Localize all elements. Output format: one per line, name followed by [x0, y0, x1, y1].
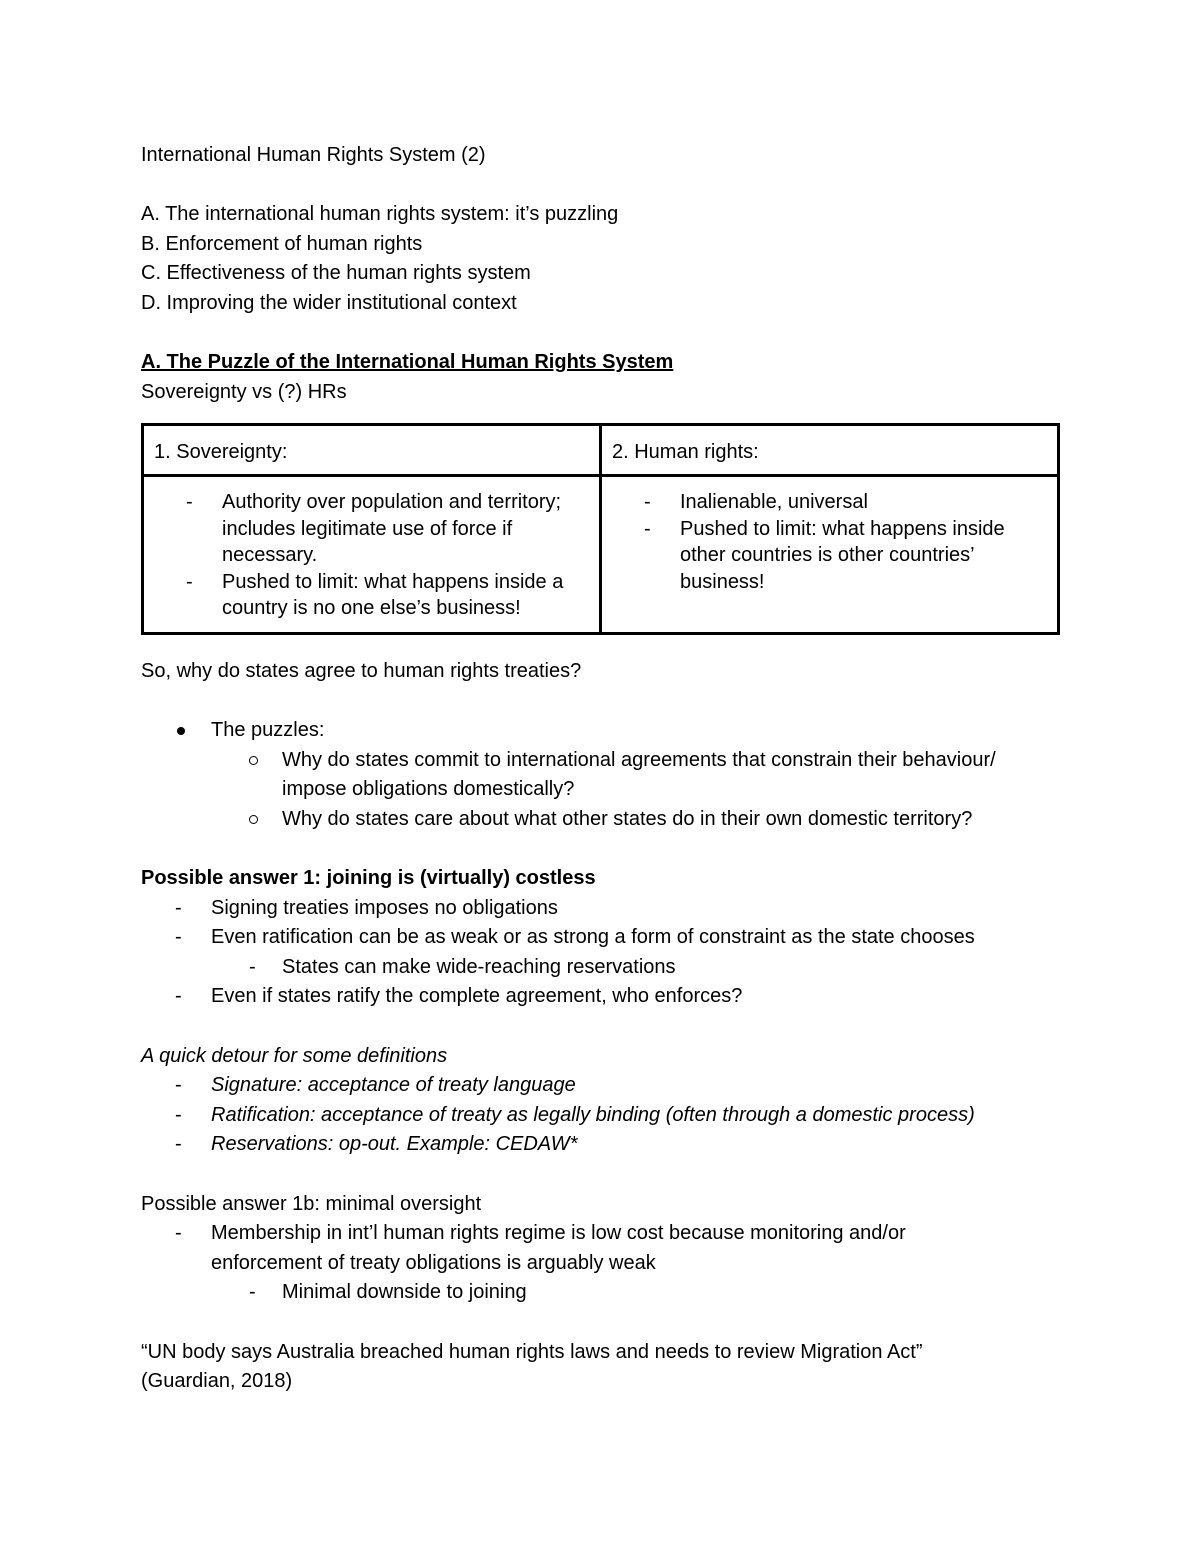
definitions-heading: A quick detour for some definitions: [141, 1044, 448, 1067]
list-item: Why do states care about what other states do in their own domestic territory?: [141, 805, 1061, 835]
dash-marker: -: [186, 491, 193, 514]
list-item: - Ratification: acceptance of treaty as legally binding (often through a domestic process): [141, 1101, 1061, 1131]
outline-item: D. Improving the wider institutional context: [141, 291, 517, 314]
list-item: - Minimal downside to joining: [141, 1278, 1061, 1308]
section-a-subtitle: Sovereignty vs (?) HRs: [141, 380, 347, 403]
dash-marker: -: [249, 1281, 256, 1304]
list-item: - States can make wide-reaching reservations: [141, 953, 1061, 983]
list-item: - Pushed to limit: what happens inside a country is no one else’s business!: [186, 570, 564, 620]
dash-marker: -: [175, 1222, 182, 1245]
sovereignty-header: 1. Sovereignty:: [154, 441, 288, 464]
dash-marker: -: [175, 896, 182, 919]
question-line: So, why do states agree to human rights treaties?: [141, 659, 582, 682]
dash-marker: -: [175, 1074, 182, 1097]
quote-source: (Guardian, 2018): [141, 1370, 293, 1393]
list-item: The puzzles:: [141, 716, 1061, 746]
bullet-icon: [177, 727, 185, 735]
quote-line: “UN body says Australia breached human rights laws and needs to review Migration Act”: [141, 1340, 923, 1363]
answer1-heading: Possible answer 1: joining is (virtually) costless: [141, 867, 596, 889]
list-item: - Authority over population and territory; includes legitimate use of force if necessary.: [186, 491, 562, 567]
sovereignty-cell: [144, 477, 599, 632]
list-item: - Signing treaties imposes no obligations: [141, 894, 1061, 924]
outline-item: A. The international human rights system: it’s puzzling: [141, 203, 619, 226]
hollow-bullet-icon: [249, 815, 258, 824]
document-body: [141, 141, 1061, 1397]
list-item: - Membership in int’l human rights regime is low cost because monitoring and/or enforcement of treaty obligations is arguably weak: [141, 1219, 1061, 1278]
outline-item: B. Enforcement of human rights: [141, 232, 423, 255]
document-title: International Human Rights System (2): [141, 144, 486, 166]
list-item: - Even if states ratify the complete agreement, who enforces?: [141, 982, 1061, 1012]
dash-marker: -: [249, 955, 256, 978]
hollow-bullet-icon: [249, 756, 258, 765]
dash-marker: -: [186, 570, 193, 593]
list-item: - Reservations: op-out. Example: CEDAW*: [141, 1130, 1061, 1160]
dash-marker: -: [175, 926, 182, 949]
list-item: - Even ratification can be as weak or as strong a form of constraint as the state chooses: [141, 923, 1061, 953]
list-item: - Signature: acceptance of treaty language: [141, 1071, 1061, 1101]
dash-marker: -: [175, 985, 182, 1008]
list-item: - Pushed to limit: what happens inside other countries is other countries’ business!: [644, 517, 1005, 593]
dash-marker: -: [175, 1133, 182, 1156]
dash-marker: -: [644, 517, 651, 540]
list-item: - Inalienable, universal: [602, 489, 1057, 516]
human-rights-header: 2. Human rights:: [612, 441, 759, 464]
human-rights-cell: [602, 477, 1057, 605]
list-item: Why do states commit to international agreements that constrain their behaviour/ impose obligations domestically?: [141, 746, 1061, 805]
outline-item: C. Effectiveness of the human rights system: [141, 262, 531, 285]
section-a-heading: A. The Puzzle of the International Human Rights System: [141, 351, 674, 374]
dash-marker: -: [644, 491, 651, 514]
comparison-table: [141, 423, 1060, 635]
dash-marker: -: [175, 1103, 182, 1126]
answer1b-heading: Possible answer 1b: minimal oversight: [141, 1192, 482, 1215]
